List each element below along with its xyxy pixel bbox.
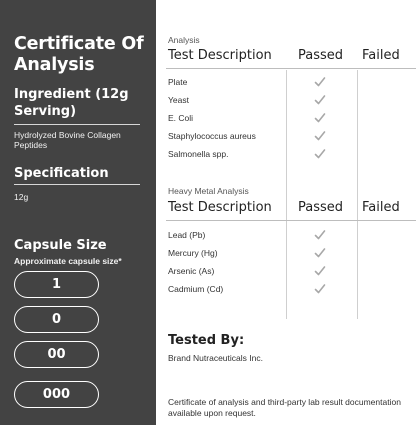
header-rule [166,68,416,69]
tested-by-value: Brand Nutraceuticals Inc. [168,353,263,363]
check-icon [314,283,326,295]
test-row-label: Yeast [168,95,189,105]
column-header-failed: Failed [362,48,400,63]
test-row-label: Lead (Pb) [168,230,206,240]
check-icon [314,229,326,241]
column-header-failed: Failed [362,200,400,215]
footnote: Certificate of analysis and third-party lab result documentation available upon request. [168,397,401,418]
page-title: Certificate Of Analysis [14,34,144,75]
analysis-panel [156,0,416,425]
column-header-description: Test Description [168,200,272,215]
check-icon [314,130,326,142]
capsule-size-pill: 000 [14,381,99,408]
check-icon [314,76,326,88]
specification-heading: Specification [14,166,109,181]
capsule-size-pill: 1 [14,271,99,298]
tested-by-heading: Tested By: [168,333,245,348]
column-header-description: Test Description [168,48,272,63]
capsule-size-pill: 0 [14,306,99,333]
check-icon [314,148,326,160]
column-header-passed: Passed [298,200,344,215]
test-row-label: Plate [168,77,188,87]
capsule-subtitle: Approximate capsule size* [14,256,122,266]
check-icon [314,265,326,277]
test-row-label: Staphylococcus aureus [168,131,256,141]
specification-value: 12g [14,192,29,202]
test-row-label: Mercury (Hg) [168,248,218,258]
test-row-label: E. Coli [168,113,194,123]
test-row-label: Arsenic (As) [168,266,215,276]
header-rule [166,220,416,221]
column-divider [286,70,287,319]
check-icon [314,112,326,124]
test-row-label: Cadmium (Cd) [168,284,224,294]
column-divider [357,70,358,319]
check-icon [314,94,326,106]
column-header-passed: Passed [298,48,344,63]
section-label: Heavy Metal Analysis [168,186,249,196]
capsule-size-pill: 00 [14,341,99,368]
check-icon [314,247,326,259]
section-label: Analysis [168,35,200,45]
capsule-heading: Capsule Size [14,238,107,253]
divider [14,124,140,125]
ingredient-heading: Ingredient (12g Serving) [14,87,129,119]
divider [14,184,140,185]
test-row-label: Salmonella spp. [168,149,229,159]
ingredient-value: Hydrolyzed Bovine Collagen Peptides [14,130,121,150]
sidebar [0,0,156,425]
